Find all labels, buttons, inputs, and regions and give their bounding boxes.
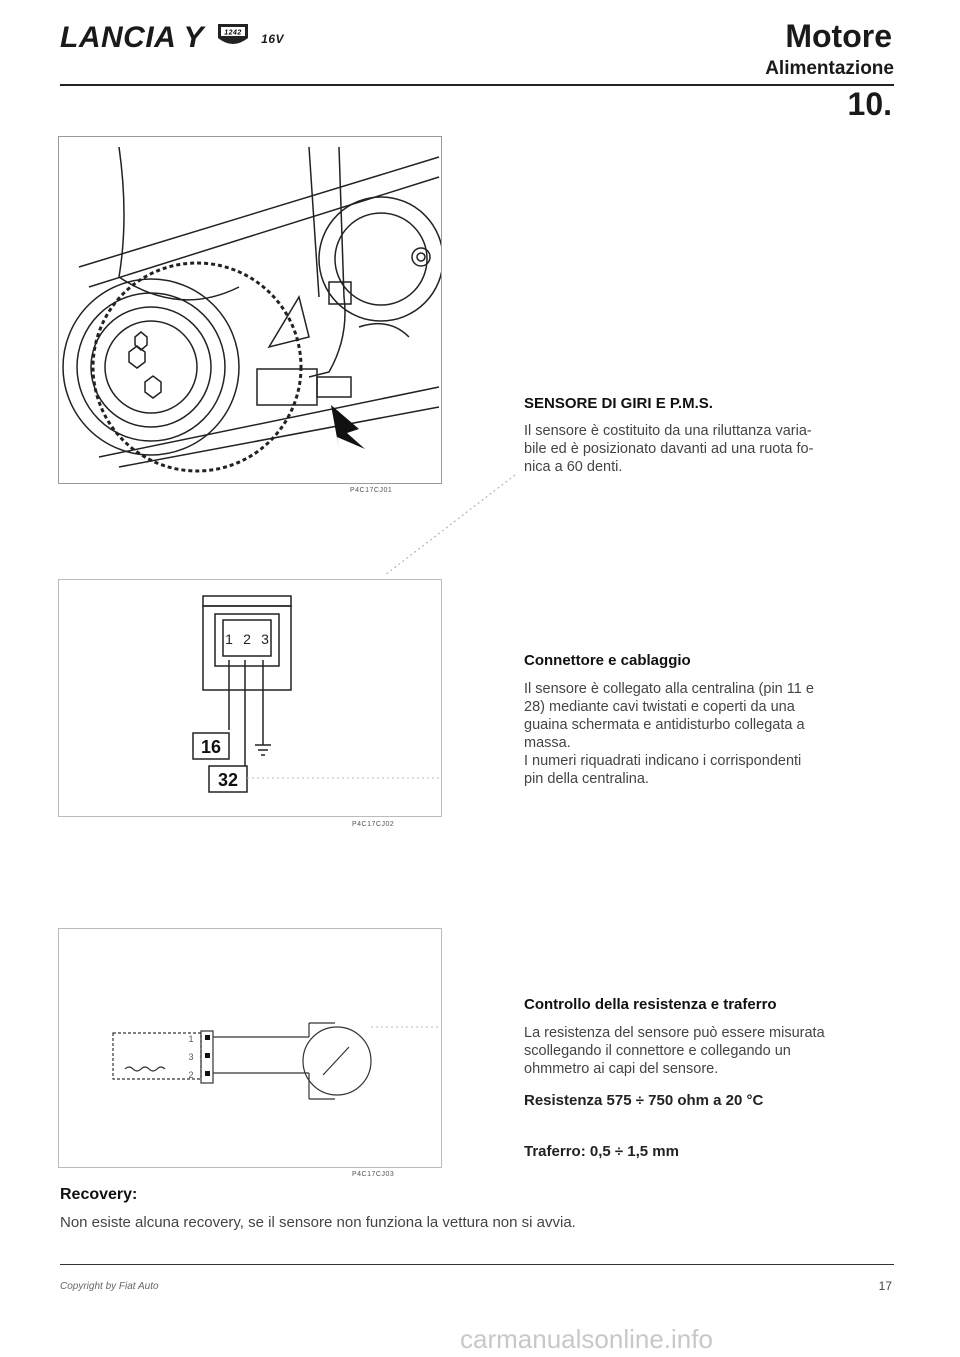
engine-label: 16V — [261, 32, 285, 46]
ecu-pin-32: 32 — [217, 770, 239, 790]
recovery-title: Recovery: — [60, 1186, 138, 1203]
lancia-logo-icon — [216, 20, 250, 58]
figure-ohmmeter-test — [58, 928, 442, 1168]
control-section-title: Controllo della resistenza e traferro — [524, 996, 777, 1013]
airgap-spec: Traferro: 0,5 ÷ 1,5 mm — [524, 1143, 679, 1160]
brand-name: LANCIA Y — [60, 20, 204, 54]
wiring-diagram-drawing — [59, 580, 441, 816]
control-description: La resistenza del sensore può essere misurata scollegando il connettore e collegando un ohmmetro ai capi del sensore. — [524, 1025, 825, 1077]
copyright-text: Copyright by Fiat Auto — [60, 1281, 159, 1292]
wire-number-1: 1 — [188, 1034, 194, 1044]
connector-section-title: Connettore e cablaggio — [524, 652, 691, 669]
connector-pin-2: 2 — [243, 631, 251, 647]
wire-number-2: 2 — [188, 1070, 194, 1080]
figure-3-code: P4C17CJ03 — [352, 1171, 395, 1178]
subsection-title: Alimentazione — [765, 58, 894, 79]
sensor-installation-drawing — [59, 137, 441, 483]
section-title: Motore — [785, 18, 892, 54]
sensor-description: Il sensore è costituito da una riluttanza varia- bile ed è posizionato davanti ad una ruota fo- nica a 60 denti. — [524, 423, 814, 475]
ohmmeter-test-drawing — [59, 929, 441, 1167]
connector-pin-1: 1 — [225, 631, 233, 647]
ecu-pin-16: 16 — [200, 737, 222, 757]
page-number: 17 — [878, 1279, 892, 1293]
figure-2-code: P4C17CJ02 — [352, 821, 395, 828]
footer-divider — [60, 1264, 894, 1265]
recovery-text: Non esiste alcuna recovery, se il sensore non funziona la vettura non si avvia. — [60, 1214, 576, 1231]
resistance-spec: Resistenza 575 ÷ 750 ohm a 20 °C — [524, 1092, 764, 1109]
sensor-section-title: SENSORE DI GIRI E P.M.S. — [524, 395, 713, 412]
figure-1-code: P4C17CJ01 — [350, 487, 393, 494]
connector-description: Il sensore è collegato alla centralina (pin 11 e 28) mediante cavi twistati e coperti da una guaina schermata e antidisturbo collegata a massa. — [524, 681, 814, 751]
header-divider — [60, 84, 894, 86]
figure-wiring-diagram — [58, 579, 442, 817]
logo-text: 1242 — [224, 29, 243, 37]
chapter-number: 10. — [847, 86, 892, 122]
connector-pin-3: 3 — [261, 631, 269, 647]
connector-note: I numeri riquadrati indicano i corrispondenti pin della centralina. — [524, 753, 802, 787]
wire-number-3: 3 — [188, 1052, 194, 1062]
brand-title — [60, 20, 284, 58]
watermark-text: carmanualsonline.info — [460, 1324, 713, 1354]
figure-sensor-installation — [58, 136, 442, 484]
leader-line — [380, 470, 520, 580]
